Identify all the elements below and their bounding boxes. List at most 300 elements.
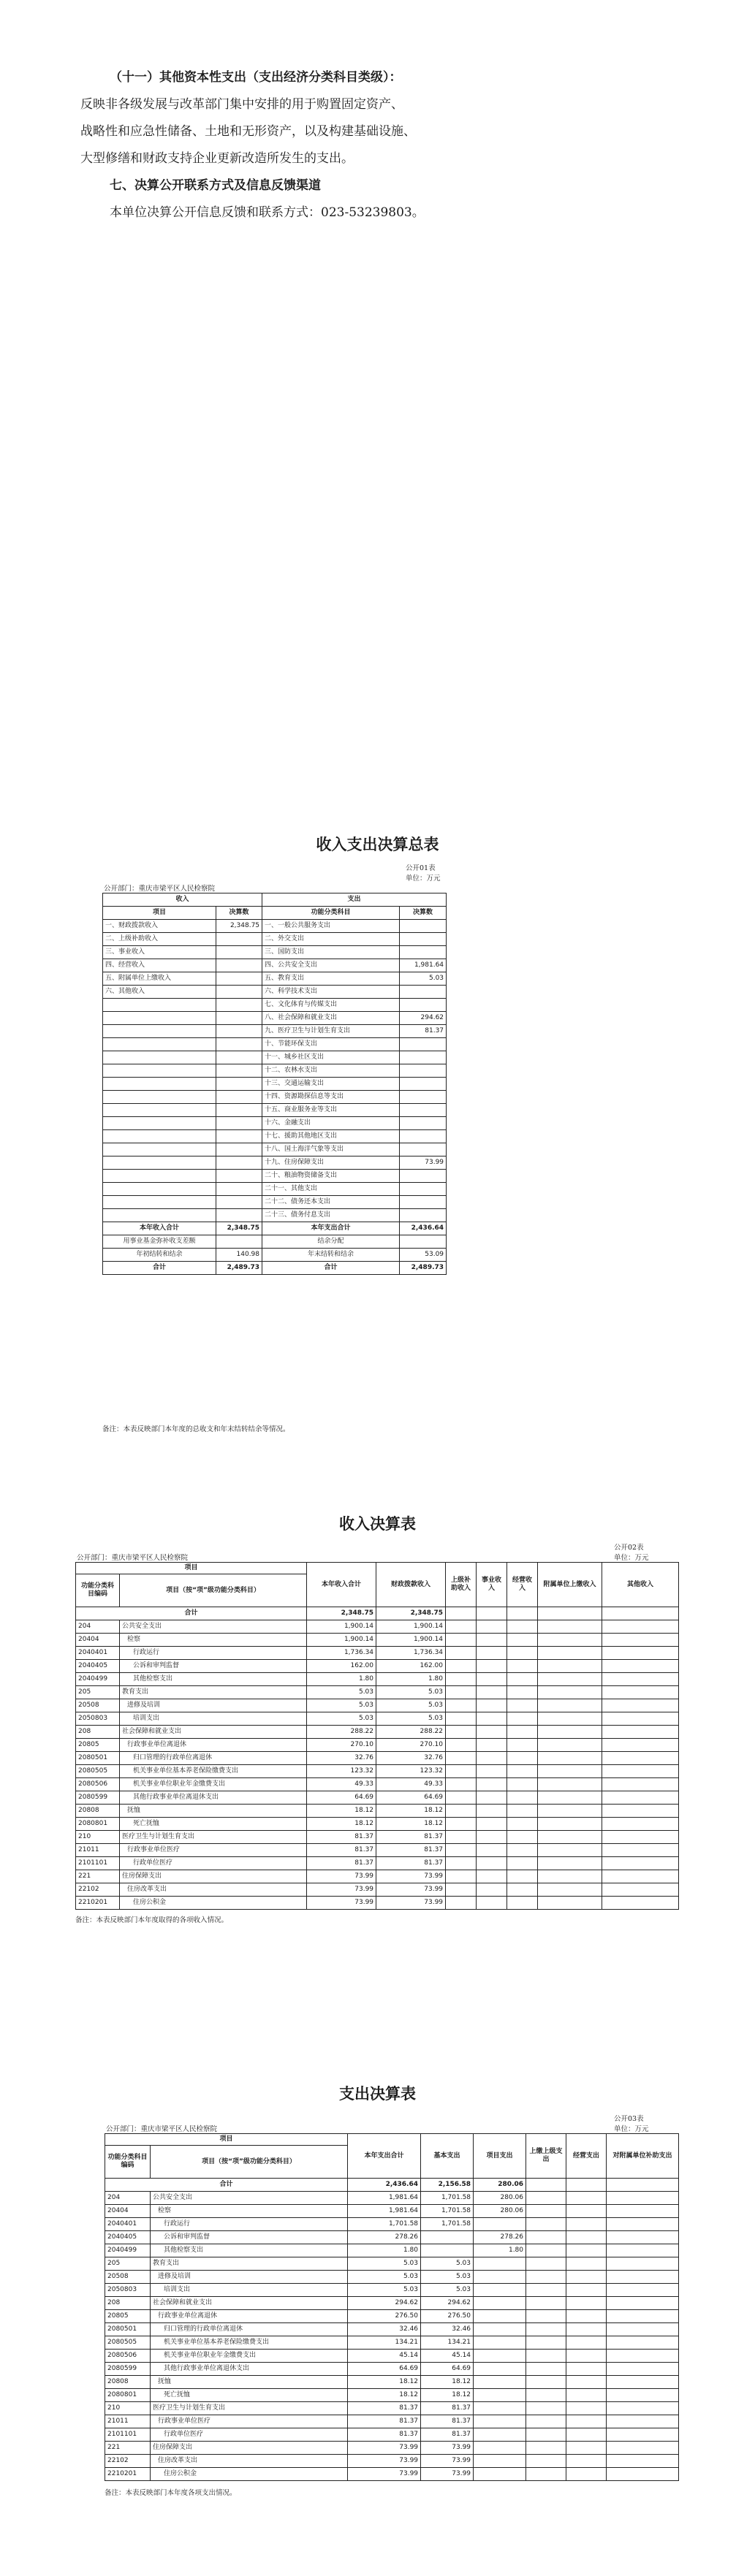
t3-empty-cell xyxy=(526,2336,566,2350)
t1-expense-item: 十三、交通运输支出 xyxy=(262,1078,400,1091)
t3-code-cell: 210 xyxy=(105,2402,151,2415)
t1-income-item: 二、上级补助收入 xyxy=(103,933,216,946)
t3-empty-cell xyxy=(566,2284,607,2297)
t2-row xyxy=(76,1897,679,1910)
t2-empty-cell xyxy=(446,1805,477,1818)
t2-total-cell: 18.12 xyxy=(307,1818,376,1831)
t3-note: 备注：本表反映部门本年度各项支出情况。 xyxy=(105,2489,237,2497)
t3-empty-cell xyxy=(526,2192,566,2205)
t1-header-amount-2: 决算数 xyxy=(400,907,447,920)
t2-empty-cell xyxy=(538,1897,602,1910)
t2-empty-cell xyxy=(507,1897,538,1910)
t3-empty-cell xyxy=(526,2428,566,2442)
t3-header-col-5: 经营支出 xyxy=(566,2134,607,2179)
t3-empty-cell xyxy=(526,2389,566,2402)
t1-income-item xyxy=(103,1064,216,1078)
t1-income-item xyxy=(103,1209,216,1222)
t3-empty-cell xyxy=(526,2323,566,2336)
t3-row xyxy=(105,2244,679,2257)
t2-empty-cell xyxy=(477,1673,507,1686)
t3-project-cell xyxy=(474,2350,526,2363)
t1-expense-amount xyxy=(400,1170,447,1183)
t2-row xyxy=(76,1883,679,1897)
t1-expense-item: 十八、国土海洋气象等支出 xyxy=(262,1143,400,1156)
t3-empty-cell xyxy=(526,2376,566,2389)
t1-table xyxy=(102,893,447,1275)
t2-empty-cell xyxy=(477,1620,507,1634)
t2-empty-cell xyxy=(538,1778,602,1791)
t3-code-cell: 205 xyxy=(105,2257,151,2271)
t1-unit: 单位：万元 xyxy=(406,874,441,883)
t2-fiscal-cell: 5.03 xyxy=(376,1712,446,1726)
t1-expense-item: 二十、粮油物资储备支出 xyxy=(262,1170,400,1183)
t2-fiscal-cell: 49.33 xyxy=(376,1778,446,1791)
t1-income-item xyxy=(103,1038,216,1051)
t1-end: 53.09 xyxy=(400,1249,447,1262)
t1-end-label: 年末结转和结余 xyxy=(262,1249,400,1262)
t3-header-code: 功能分类科目编码 xyxy=(105,2146,151,2179)
t3-row xyxy=(105,2257,679,2271)
t2-empty-cell xyxy=(477,1752,507,1765)
t3-empty-cell xyxy=(607,2389,679,2402)
t2-empty-cell xyxy=(507,1712,538,1726)
t3-name-cell: 行政事业单位医疗 xyxy=(151,2415,348,2428)
t2-name-cell: 行政事业单位离退休 xyxy=(120,1739,307,1752)
t3-name-cell: 住房改革支出 xyxy=(151,2455,348,2468)
t3-project-cell xyxy=(474,2455,526,2468)
t3-empty-cell xyxy=(566,2257,607,2271)
t2-fiscal-cell: 1,736.34 xyxy=(376,1647,446,1660)
t2-empty-cell xyxy=(538,1634,602,1647)
t2-name-cell: 行政事业单位医疗 xyxy=(120,1844,307,1857)
t1-row xyxy=(103,986,447,999)
t3-project-cell xyxy=(474,2310,526,2323)
t3-name-cell: 社会保障和就业支出 xyxy=(151,2297,348,2310)
t1-row xyxy=(103,1143,447,1156)
t2-empty-cell xyxy=(446,1634,477,1647)
t1-expense-item: 八、社会保障和就业支出 xyxy=(262,1012,400,1025)
t2-empty-cell xyxy=(602,1805,679,1818)
t2-code-cell: 2040499 xyxy=(76,1673,120,1686)
t3-name-cell: 医疗卫生与计划生育支出 xyxy=(151,2402,348,2415)
t2-total-cell: 73.99 xyxy=(307,1870,376,1883)
t1-income-item xyxy=(103,1196,216,1209)
t3-row xyxy=(105,2442,679,2455)
t2-note: 备注：本表反映部门本年度取得的各项收入情况。 xyxy=(75,1916,229,1924)
t2-total-cell: 1,900.14 xyxy=(307,1634,376,1647)
t2-row xyxy=(76,1805,679,1818)
t3-empty-cell xyxy=(526,2350,566,2363)
t2-empty-cell xyxy=(446,1620,477,1634)
t1-code: 公开01表 xyxy=(406,864,436,872)
t3-row xyxy=(105,2389,679,2402)
t2-code-cell: 2080505 xyxy=(76,1765,120,1778)
t3-unit: 单位：万元 xyxy=(614,2125,649,2133)
t3-basic-cell: 32.46 xyxy=(421,2323,474,2336)
t3-empty-cell xyxy=(607,2257,679,2271)
t2-row xyxy=(76,1778,679,1791)
t3-empty-cell xyxy=(526,2442,566,2455)
t3-total-cell: 81.37 xyxy=(348,2415,421,2428)
t3-empty-cell xyxy=(607,2192,679,2205)
t3-total-cell: 5.03 xyxy=(348,2284,421,2297)
t2-empty-cell xyxy=(507,1699,538,1712)
t1-row xyxy=(103,1130,447,1143)
t3-basic-cell: 73.99 xyxy=(421,2455,474,2468)
t3-total-3: 280.06 xyxy=(474,2179,526,2192)
t1-row xyxy=(103,1038,447,1051)
t3-empty-cell xyxy=(566,2336,607,2350)
t1-income-amount xyxy=(216,986,262,999)
t3-name-cell: 行政事业单位离退休 xyxy=(151,2310,348,2323)
t1-sum-label-2: 合计 xyxy=(262,1262,400,1275)
t2-row xyxy=(76,1712,679,1726)
t2-empty-cell xyxy=(446,1857,477,1870)
t2-fiscal-cell: 162.00 xyxy=(376,1660,446,1673)
t2-empty-cell xyxy=(538,1620,602,1634)
t3-row xyxy=(105,2205,679,2218)
t3-empty-cell xyxy=(566,2415,607,2428)
t1-income-amount xyxy=(216,1183,262,1196)
t2-empty-cell xyxy=(507,1844,538,1857)
t2-empty-cell xyxy=(477,1660,507,1673)
t2-empty-cell xyxy=(446,1712,477,1726)
t2-header-col-6: 附属单位上缴收入 xyxy=(538,1563,602,1607)
t3-title: 支出决算表 xyxy=(339,2085,416,2103)
t3-code-cell: 2040405 xyxy=(105,2231,151,2244)
t1-income-item xyxy=(103,999,216,1012)
t3-basic-cell: 276.50 xyxy=(421,2310,474,2323)
t3-empty-cell xyxy=(526,2205,566,2218)
t3-empty-cell xyxy=(566,2350,607,2363)
t3-total-cell: 18.12 xyxy=(348,2389,421,2402)
t2-empty-cell xyxy=(477,1712,507,1726)
t3-project-cell: 280.06 xyxy=(474,2205,526,2218)
t2-empty-cell xyxy=(538,1752,602,1765)
t2-empty-cell xyxy=(507,1883,538,1897)
t1-row xyxy=(103,999,447,1012)
t3-empty-cell xyxy=(607,2455,679,2468)
t3-total-cell: 294.62 xyxy=(348,2297,421,2310)
t2-empty-cell xyxy=(602,1699,679,1712)
t2-empty-cell xyxy=(538,1739,602,1752)
t2-empty-cell xyxy=(538,1765,602,1778)
t3-empty-cell xyxy=(566,2389,607,2402)
t3-basic-cell: 73.99 xyxy=(421,2442,474,2455)
t3-basic-cell: 294.62 xyxy=(421,2297,474,2310)
t3-dept: 公开部门：重庆市梁平区人民检察院 xyxy=(106,2125,218,2133)
t2-empty-cell xyxy=(602,1831,679,1844)
t2-row xyxy=(76,1660,679,1673)
t1-expense-amount: 81.37 xyxy=(400,1025,447,1038)
t3-name-cell: 培训支出 xyxy=(151,2284,348,2297)
t1-expense-amount xyxy=(400,1143,447,1156)
t2-empty-cell xyxy=(602,1752,679,1765)
t2-empty-cell xyxy=(507,1857,538,1870)
t3-project-cell xyxy=(474,2376,526,2389)
t2-name-cell: 进修及培训 xyxy=(120,1699,307,1712)
t1-expense-item: 十四、资源勘探信息等支出 xyxy=(262,1091,400,1104)
t2-total-5 xyxy=(507,1607,538,1620)
t2-name-cell: 公共安全支出 xyxy=(120,1620,307,1634)
t2-empty-cell xyxy=(507,1726,538,1739)
t2-fiscal-cell: 81.37 xyxy=(376,1831,446,1844)
t2-code-cell: 20808 xyxy=(76,1805,120,1818)
t3-empty-cell xyxy=(566,2310,607,2323)
t3-total-cell: 1,701.58 xyxy=(348,2218,421,2231)
t2-row xyxy=(76,1844,679,1857)
t3-empty-cell xyxy=(566,2231,607,2244)
t2-total-1: 2,348.75 xyxy=(307,1607,376,1620)
t2-total-cell: 18.12 xyxy=(307,1805,376,1818)
t3-code-cell: 20508 xyxy=(105,2271,151,2284)
t3-total-cell: 73.99 xyxy=(348,2442,421,2455)
t1-income-item: 四、经营收入 xyxy=(103,959,216,972)
t2-fiscal-cell: 32.76 xyxy=(376,1752,446,1765)
t3-name-cell: 机关事业单位基本养老保险缴费支出 xyxy=(151,2336,348,2350)
t2-name-cell: 培训支出 xyxy=(120,1712,307,1726)
t2-empty-cell xyxy=(602,1634,679,1647)
t1-expense-amount xyxy=(400,1117,447,1130)
t3-header-name: 项目（按“项”级功能分类科目） xyxy=(151,2146,348,2179)
t3-name-cell: 行政单位医疗 xyxy=(151,2428,348,2442)
t3-code-cell: 204 xyxy=(105,2192,151,2205)
t2-total-cell: 81.37 xyxy=(307,1844,376,1857)
t2-row xyxy=(76,1620,679,1634)
t2-fiscal-cell: 73.99 xyxy=(376,1870,446,1883)
t3-code-cell: 208 xyxy=(105,2297,151,2310)
t2-empty-cell xyxy=(446,1765,477,1778)
t1-row xyxy=(103,972,447,986)
t3-project-cell xyxy=(474,2415,526,2428)
t2-empty-cell xyxy=(477,1831,507,1844)
t2-empty-cell xyxy=(538,1831,602,1844)
t1-income-amount xyxy=(216,1117,262,1130)
t1-alloc-label: 结余分配 xyxy=(262,1235,400,1249)
t3-basic-cell: 81.37 xyxy=(421,2415,474,2428)
t2-empty-cell xyxy=(446,1818,477,1831)
t3-total-cell: 1.80 xyxy=(348,2244,421,2257)
t3-code-cell: 2080506 xyxy=(105,2350,151,2363)
t1-expense-item: 十五、商业服务业等支出 xyxy=(262,1104,400,1117)
t1-total-out: 2,436.64 xyxy=(400,1222,447,1235)
t1-income-amount xyxy=(216,1130,262,1143)
t3-project-cell xyxy=(474,2402,526,2415)
t1-row xyxy=(103,933,447,946)
t1-row xyxy=(103,1078,447,1091)
t3-code-cell: 20805 xyxy=(105,2310,151,2323)
t3-project-cell xyxy=(474,2468,526,2481)
t2-empty-cell xyxy=(602,1712,679,1726)
t1-income-amount xyxy=(216,1025,262,1038)
t2-empty-cell xyxy=(507,1818,538,1831)
t3-row xyxy=(105,2402,679,2415)
t3-code-cell: 2210201 xyxy=(105,2468,151,2481)
t3-name-cell: 公共安全支出 xyxy=(151,2192,348,2205)
t2-row xyxy=(76,1870,679,1883)
t1-row xyxy=(103,1051,447,1064)
t1-expense-item: 十、节能环保支出 xyxy=(262,1038,400,1051)
t1-total-out-label: 本年支出合计 xyxy=(262,1222,400,1235)
t1-row xyxy=(103,1196,447,1209)
t2-empty-cell xyxy=(602,1818,679,1831)
t2-empty-cell xyxy=(507,1739,538,1752)
t3-empty-cell xyxy=(566,2402,607,2415)
t3-empty-cell xyxy=(526,2310,566,2323)
t3-empty-cell xyxy=(607,2428,679,2442)
t2-code-cell: 20805 xyxy=(76,1739,120,1752)
t1-income-amount xyxy=(216,999,262,1012)
t3-empty-cell xyxy=(566,2455,607,2468)
t2-name-cell: 机关事业单位基本养老保险缴费支出 xyxy=(120,1765,307,1778)
t3-empty-cell xyxy=(526,2363,566,2376)
t3-row xyxy=(105,2284,679,2297)
t3-total-cell: 32.46 xyxy=(348,2323,421,2336)
t2-total-cell: 123.32 xyxy=(307,1765,376,1778)
t1-expense-amount: 73.99 xyxy=(400,1156,447,1170)
t3-name-cell: 归口管理的行政单位离退休 xyxy=(151,2323,348,2336)
t2-empty-cell xyxy=(446,1686,477,1699)
t1-row xyxy=(103,1156,447,1170)
t3-row xyxy=(105,2376,679,2389)
t3-total-6 xyxy=(607,2179,679,2192)
t2-code-cell: 2080599 xyxy=(76,1791,120,1805)
t2-header-col-3: 上级补助收入 xyxy=(446,1563,477,1607)
t3-project-cell xyxy=(474,2389,526,2402)
t1-row xyxy=(103,1170,447,1183)
t1-income-item xyxy=(103,1117,216,1130)
t2-empty-cell xyxy=(446,1673,477,1686)
t3-code-cell: 22102 xyxy=(105,2455,151,2468)
t2-fiscal-cell: 73.99 xyxy=(376,1883,446,1897)
t3-row xyxy=(105,2363,679,2376)
t2-total-6 xyxy=(538,1607,602,1620)
t2-empty-cell xyxy=(507,1805,538,1818)
t3-empty-cell xyxy=(566,2244,607,2257)
t3-header-col-4: 上缴上级支出 xyxy=(526,2134,566,2179)
t1-total-in: 2,348.75 xyxy=(216,1222,262,1235)
t1-expense-item: 十九、住房保障支出 xyxy=(262,1156,400,1170)
t1-title: 收入支出决算总表 xyxy=(316,836,439,853)
t2-empty-cell xyxy=(538,1883,602,1897)
t1-sum-label: 合计 xyxy=(103,1262,216,1275)
t2-empty-cell xyxy=(538,1818,602,1831)
t2-unit: 单位：万元 xyxy=(614,1554,649,1562)
t2-total-cell: 1,736.34 xyxy=(307,1647,376,1660)
t1-income-amount xyxy=(216,1038,262,1051)
t3-row xyxy=(105,2468,679,2481)
t2-empty-cell xyxy=(602,1660,679,1673)
t1-expense-amount xyxy=(400,1104,447,1117)
t3-empty-cell xyxy=(607,2415,679,2428)
t3-project-cell xyxy=(474,2284,526,2297)
t2-total-cell: 32.76 xyxy=(307,1752,376,1765)
t2-row xyxy=(76,1831,679,1844)
t1-income-amount xyxy=(216,1170,262,1183)
t2-empty-cell xyxy=(477,1778,507,1791)
t3-empty-cell xyxy=(526,2415,566,2428)
t2-name-cell: 行政单位医疗 xyxy=(120,1857,307,1870)
t3-total-1: 2,436.64 xyxy=(348,2179,421,2192)
t2-row xyxy=(76,1699,679,1712)
t1-income-item: 一、财政拨款收入 xyxy=(103,920,216,933)
t1-income-item xyxy=(103,1183,216,1196)
t3-project-cell: 1.80 xyxy=(474,2244,526,2257)
t3-header-col-1: 本年支出合计 xyxy=(348,2134,421,2179)
t1-income-amount xyxy=(216,946,262,959)
t2-empty-cell xyxy=(602,1883,679,1897)
t3-name-cell: 住房保障支出 xyxy=(151,2442,348,2455)
t3-empty-cell xyxy=(526,2455,566,2468)
t1-expense-item: 二十二、债务还本支出 xyxy=(262,1196,400,1209)
t2-fiscal-cell: 1.80 xyxy=(376,1673,446,1686)
t3-name-cell: 行政运行 xyxy=(151,2218,348,2231)
t3-name-cell: 其他行政事业单位离退休支出 xyxy=(151,2363,348,2376)
t2-row xyxy=(76,1818,679,1831)
t3-row xyxy=(105,2231,679,2244)
t3-empty-cell xyxy=(607,2271,679,2284)
t3-basic-cell: 18.12 xyxy=(421,2389,474,2402)
t2-total-3 xyxy=(446,1607,477,1620)
t2-name-cell: 医疗卫生与计划生育支出 xyxy=(120,1831,307,1844)
t1-expense-amount xyxy=(400,986,447,999)
t2-name-cell: 归口管理的行政单位离退休 xyxy=(120,1752,307,1765)
t2-total-cell: 73.99 xyxy=(307,1883,376,1897)
t3-empty-cell xyxy=(607,2205,679,2218)
t3-empty-cell xyxy=(607,2310,679,2323)
t2-empty-cell xyxy=(477,1844,507,1857)
t2-empty-cell xyxy=(507,1673,538,1686)
t2-code-cell: 21011 xyxy=(76,1844,120,1857)
t3-project-cell: 278.26 xyxy=(474,2231,526,2244)
t1-row xyxy=(103,1104,447,1117)
t2-code-cell: 208 xyxy=(76,1726,120,1739)
t3-project-cell xyxy=(474,2363,526,2376)
t1-income-item xyxy=(103,1104,216,1117)
t2-fiscal-cell: 270.10 xyxy=(376,1739,446,1752)
t1-header-item: 项目 xyxy=(103,907,216,920)
t1-income-amount xyxy=(216,1196,262,1209)
t2-empty-cell xyxy=(446,1752,477,1765)
t2-empty-cell xyxy=(507,1831,538,1844)
t3-code: 公开03表 xyxy=(614,2115,644,2123)
t2-fiscal-cell: 1,900.14 xyxy=(376,1634,446,1647)
t2-header-code: 功能分类科目编码 xyxy=(76,1574,120,1607)
t3-name-cell: 进修及培训 xyxy=(151,2271,348,2284)
t2-total-2: 2,348.75 xyxy=(376,1607,446,1620)
t2-code-cell: 20508 xyxy=(76,1699,120,1712)
t3-project-cell xyxy=(474,2442,526,2455)
t3-empty-cell xyxy=(607,2284,679,2297)
t1-income-item xyxy=(103,1025,216,1038)
t2-row xyxy=(76,1791,679,1805)
t3-empty-cell xyxy=(607,2402,679,2415)
t3-basic-cell: 73.99 xyxy=(421,2468,474,2481)
para-contact-info: 本单位决算公开信息反馈和联系方式：023-53239803。 xyxy=(110,205,425,220)
t3-project-cell xyxy=(474,2428,526,2442)
t3-total-cell: 5.03 xyxy=(348,2271,421,2284)
t3-code-cell: 20404 xyxy=(105,2205,151,2218)
t2-total-cell: 270.10 xyxy=(307,1739,376,1752)
t1-income-item: 五、附属单位上缴收入 xyxy=(103,972,216,986)
t2-empty-cell xyxy=(446,1647,477,1660)
t1-row xyxy=(103,1012,447,1025)
t1-income-amount xyxy=(216,1078,262,1091)
t1-expense-amount xyxy=(400,920,447,933)
t1-begin: 140.98 xyxy=(216,1249,262,1262)
t2-empty-cell xyxy=(477,1818,507,1831)
t2-table xyxy=(75,1562,679,1910)
